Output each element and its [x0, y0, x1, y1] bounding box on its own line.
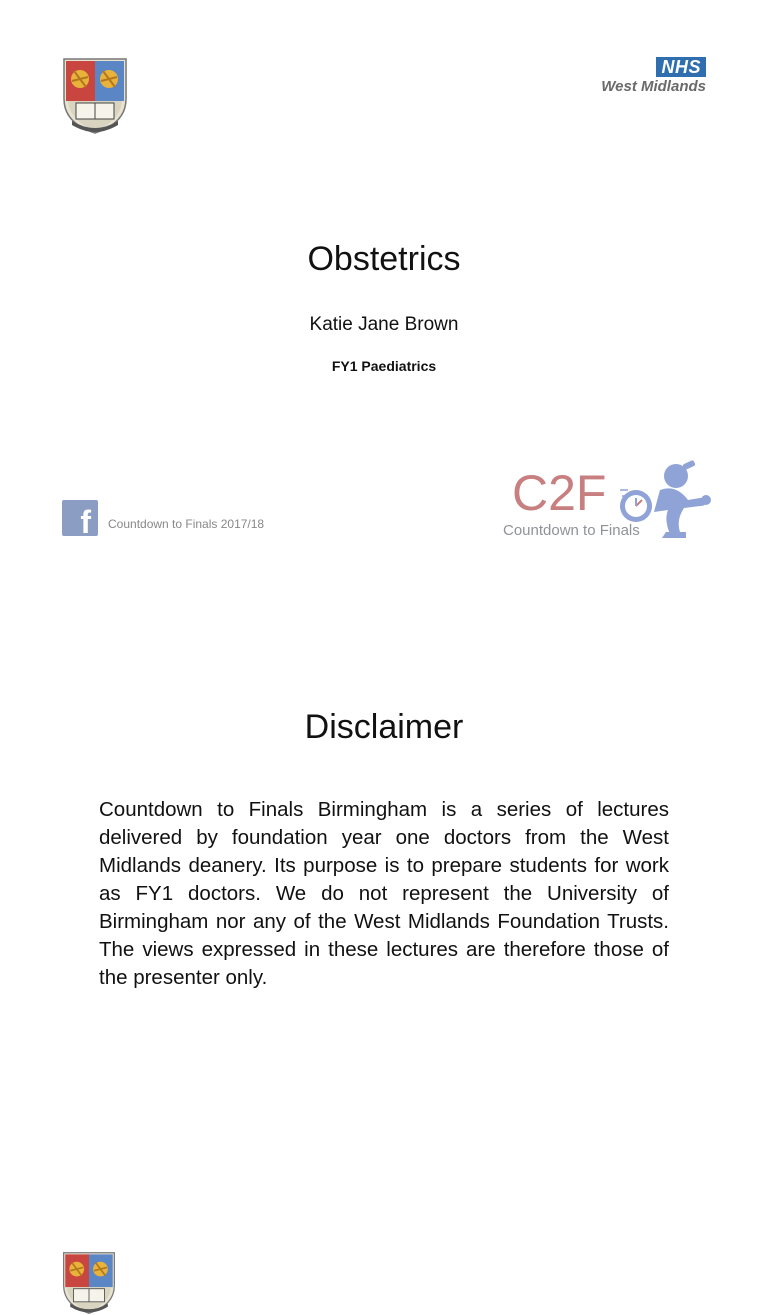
c2f-logo-subtitle: Countdown to Finals: [503, 522, 640, 539]
c2f-logo: [500, 460, 712, 544]
slide-title: Obstetrics: [307, 240, 461, 278]
university-crest-icon: [62, 1251, 116, 1315]
presenter-name: Katie Jane Brown: [309, 314, 459, 335]
facebook-page-label: Countdown to Finals 2017/18: [108, 517, 265, 531]
disclaimer-text: Countdown to Finals Birmingham is a series of lectures delivered by foundation year one doctors from the West Midlands deanery. Its purpose is to prepare students for work as FY1 doctors. We do not represent the University of Birmingham nor any of the West Midlands Foundation Trusts. The views expressed in these lectures are therefore those of the presenter only.: [99, 798, 669, 989]
running-clock-figure-icon: [620, 460, 712, 540]
nhs-region-label: West Midlands: [601, 78, 706, 95]
nhs-west-midlands-logo: [591, 57, 706, 99]
c2f-logo-text: C2F: [512, 465, 607, 521]
nhs-badge: NHS: [656, 57, 706, 77]
facebook-icon: f: [62, 500, 98, 536]
disclaimer-title: Disclaimer: [304, 708, 464, 746]
title-slide: [0, 0, 768, 600]
university-crest-icon: [62, 57, 128, 135]
presenter-role: FY1 Paediatrics: [331, 358, 437, 374]
